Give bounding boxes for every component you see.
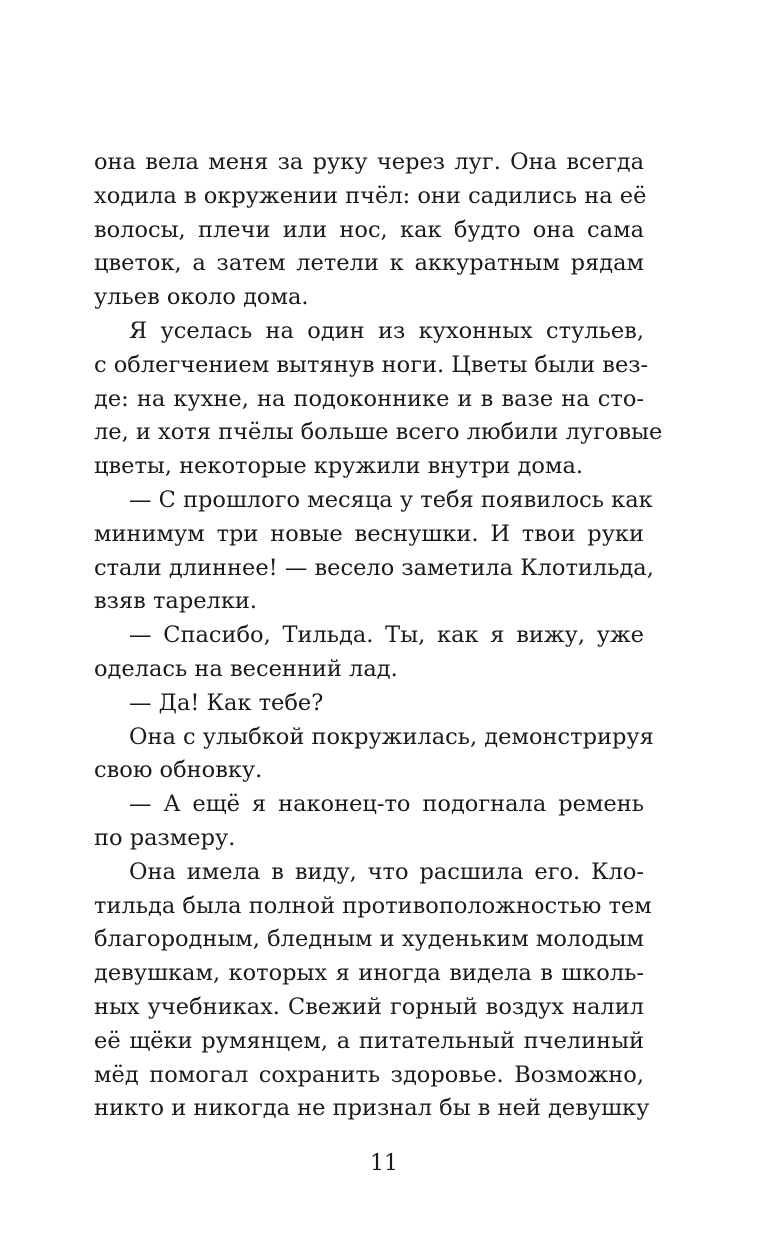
text-line: цветы, некоторые кружили внутри дома. (94, 453, 584, 480)
text-line: мёд помогал сохранить здоровье. Возможно, (94, 1061, 644, 1088)
text-line: с облегчением вытянув ноги. Цветы были вез- (94, 351, 649, 378)
text-line: — Да! Как тебе? (129, 689, 324, 716)
paragraph (94, 721, 654, 789)
body-text (94, 146, 663, 1126)
text-line: её щёки румянцем, а питательный пчелиный (94, 1027, 644, 1054)
paragraph (94, 315, 663, 484)
text-line: ульев около дома. (94, 284, 309, 311)
text-line: — А ещё я наконец-то подогнала ремень (129, 791, 644, 818)
text-line: — С прошлого месяца у тебя появилось как (129, 486, 653, 513)
text-line: тильда была полной противоположностью тем (94, 892, 652, 919)
text-line: взяв тарелки. (94, 588, 258, 615)
paragraph (94, 484, 654, 619)
text-line: свою обновку. (94, 757, 263, 784)
paragraph (94, 619, 644, 687)
text-line: ных учебниках. Свежий горный воздух налил (94, 993, 644, 1020)
text-line: — Спасибо, Тильда. Ты, как я вижу, уже (129, 622, 644, 649)
text-line: Я уселась на один из кухонных стульев, (129, 317, 644, 344)
text-line: стали длиннее! — весело заметила Клотильда, (94, 554, 654, 581)
text-line: минимум три новые веснушки. И твои руки (94, 520, 644, 547)
text-line: де: на кухне, на подоконнике и в вазе на сто- (94, 385, 644, 412)
text-line: волосы, плечи или нос, как будто она сама (94, 216, 644, 243)
text-line: ле, и хотя пчёлы больше всего любили луговые (94, 419, 663, 446)
paragraph (94, 146, 647, 315)
text-line: никто и никогда не признал бы в ней девушку (94, 1095, 650, 1122)
text-line: по размеру. (94, 824, 236, 851)
text-line: ходила в окружении пчёл: они садились на её (94, 182, 647, 209)
text-line: девушкам, которых я иногда видела в школь- (94, 960, 644, 987)
paragraph (94, 856, 652, 1126)
text-line: Она с улыбкой покружилась, демонстрируя (129, 723, 654, 750)
paragraph (94, 687, 644, 721)
page-number: 11 (370, 1151, 398, 1176)
text-line: благородным, бледным и худеньким молодым (94, 926, 645, 953)
text-line: цветок, а затем летели к аккуратным рядам (94, 250, 644, 277)
text-line: Она имела в виду, что расшила его. Кло- (129, 858, 644, 885)
paragraph (94, 788, 644, 856)
text-line: оделась на весенний лад. (94, 655, 398, 682)
text-line: она вела меня за руку через луг. Она всегда (94, 149, 644, 175)
